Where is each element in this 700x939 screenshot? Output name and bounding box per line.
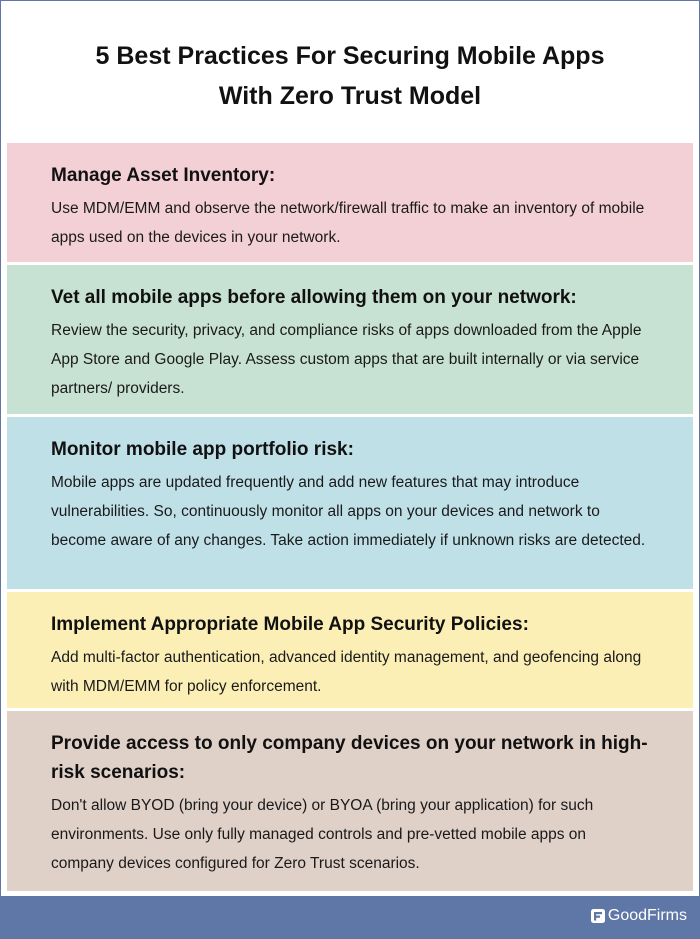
practice-card-security-policies [7,592,693,708]
practice-body: Add multi-factor authentication, advanced identity management, and geofencing along with MDM/EMM for policy enforcement. [51,649,642,695]
footer-bar [1,896,699,938]
practice-card-company-devices [7,711,693,891]
practice-heading: Vet all mobile apps before allowing them on your network: [51,287,577,308]
practice-body: Mobile apps are updated frequently and add new features that may introduce vulnerabilities. So, continuously monitor all apps on your devices and network to become aware of any changes. Take action immediately if unknown risks are detected. [51,474,646,549]
practices-list [7,143,693,891]
page-title [1,1,699,110]
practice-heading: Provide access to only company devices on your network in high-risk scenarios: [51,733,648,783]
practice-body: Don't allow BYOD (bring your device) or BYOA (bring your application) for such environments. Use only fully managed controls and pre-vetted mobile apps on company devices configured for Zero Trust scenarios. [51,797,594,872]
practice-heading: Monitor mobile app portfolio risk: [51,439,354,460]
brand-logo [591,907,687,925]
goodfirms-logo-icon [591,909,605,923]
practice-card-asset-inventory [7,143,693,262]
title-line-2: With Zero Trust Model [218,82,482,110]
title-line-1: 5 Best Practices For Securing Mobile Apps [95,42,605,70]
practice-body: Review the security, privacy, and compliance risks of apps downloaded from the Apple App Store and Google Play. Assess custom apps that are built internally or via service partners/ providers. [51,322,642,397]
practice-body: Use MDM/EMM and observe the network/firewall traffic to make an inventory of mobile apps used on the devices in your network. [51,200,645,246]
practice-heading: Implement Appropriate Mobile App Security Policies: [51,614,529,635]
practice-card-vet-apps [7,265,693,414]
practice-heading: Manage Asset Inventory: [51,165,276,186]
brand-name: GoodFirms [607,907,687,924]
practice-card-monitor-risk [7,417,693,589]
